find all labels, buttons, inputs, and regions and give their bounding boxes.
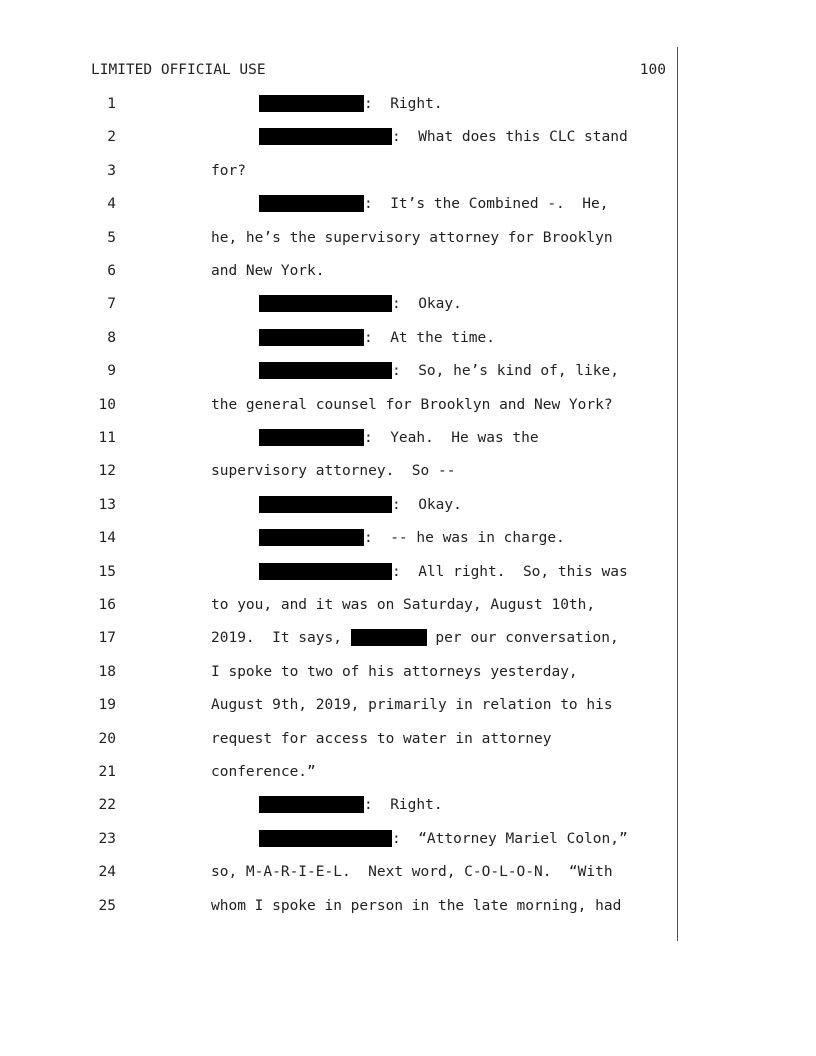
line-number: 1	[107, 96, 116, 112]
utterance-text: : What does this CLC stand	[392, 129, 628, 146]
line-text: he, he’s the supervisory attorney for Brooklyn	[211, 229, 613, 246]
transcript-line	[0, 161, 690, 181]
line-number: 15	[98, 563, 116, 580]
transcript-line	[0, 395, 690, 415]
utterance-text: : Yeah. He was the	[364, 430, 539, 446]
line-text	[259, 328, 495, 348]
speaker-redaction	[259, 362, 392, 379]
speaker-redaction	[259, 830, 392, 847]
line-number: 18	[98, 663, 116, 680]
line-text: request for access to water in attorney	[211, 730, 552, 747]
speaker-redaction	[259, 496, 392, 513]
transcript-line	[0, 94, 690, 114]
transcript-line	[0, 862, 690, 882]
transcript-line	[0, 896, 690, 916]
line-number: 12	[98, 463, 116, 480]
transcript-line	[0, 461, 690, 481]
line-number: 19	[98, 697, 116, 714]
line-text	[259, 428, 539, 448]
transcript-line	[0, 294, 690, 314]
transcript-line	[0, 662, 690, 682]
transcript-line	[0, 762, 690, 782]
line-number: 5	[107, 229, 116, 246]
utterance-text: : All right. So, this was	[392, 563, 628, 580]
line-text: and New York.	[211, 263, 325, 279]
speaker-redaction	[259, 796, 364, 813]
line-text	[259, 194, 608, 214]
line-number: 25	[98, 897, 116, 914]
line-number: 22	[98, 797, 116, 814]
classification-header: LIMITED OFFICIAL USE	[91, 62, 266, 78]
speaker-redaction	[259, 429, 364, 446]
page-number: 100	[639, 62, 666, 78]
line-text: I spoke to two of his attorneys yesterday,	[211, 663, 578, 680]
line-number: 23	[98, 830, 116, 847]
line-text: supervisory attorney. So --	[211, 463, 456, 480]
utterance-text: : Right.	[364, 797, 443, 814]
transcript-line	[0, 261, 690, 281]
line-text	[259, 829, 628, 849]
line-text: to you, and it was on Saturday, August 10th,	[211, 597, 596, 613]
line-text: whom I spoke in person in the late morning, had	[211, 897, 622, 914]
transcript-line	[0, 328, 690, 348]
line-text	[259, 361, 619, 381]
line-text: so, M-A-R-I-E-L. Next word, C-O-L-O-N. “With	[211, 864, 613, 881]
line-number: 16	[98, 597, 116, 613]
transcript-line	[0, 795, 690, 815]
utterance-text: : Okay.	[392, 296, 462, 313]
line-number: 2	[107, 129, 116, 146]
speaker-redaction	[259, 529, 364, 546]
line-number: 14	[98, 530, 116, 547]
utterance-text: : -- he was in charge.	[364, 530, 565, 547]
line-number: 7	[107, 296, 116, 313]
line-number: 21	[98, 764, 116, 780]
speaker-redaction	[259, 329, 364, 346]
transcript-line	[0, 528, 690, 548]
utterance-text: : At the time.	[364, 329, 495, 346]
utterance-text: 2019. It says,	[211, 630, 351, 647]
transcript-line	[0, 127, 690, 147]
speaker-redaction	[259, 95, 364, 112]
line-text	[211, 628, 619, 648]
transcript-line	[0, 228, 690, 248]
line-number: 8	[107, 329, 116, 346]
line-text	[259, 294, 462, 314]
utterance-text-continued: per our conversation,	[426, 630, 619, 647]
speaker-redaction	[259, 195, 364, 212]
transcript-line	[0, 595, 690, 615]
transcript-line	[0, 829, 690, 849]
transcript-line	[0, 495, 690, 515]
transcript-line	[0, 361, 690, 381]
line-number: 6	[107, 263, 116, 279]
utterance-text: : So, he’s kind of, like,	[392, 363, 619, 380]
line-text: conference.”	[211, 764, 316, 780]
line-text	[259, 795, 443, 815]
utterance-text: : It’s the Combined -. He,	[364, 196, 609, 213]
speaker-redaction	[259, 563, 392, 580]
line-number: 4	[107, 196, 116, 213]
line-text	[259, 94, 443, 114]
inline-redaction	[351, 629, 427, 646]
transcript-line	[0, 428, 690, 448]
line-number: 24	[98, 864, 116, 881]
line-text: for?	[211, 162, 246, 179]
utterance-text: : “Attorney Mariel Colon,”	[392, 830, 628, 847]
line-number: 10	[98, 396, 116, 413]
transcript-line	[0, 628, 690, 648]
line-number: 20	[98, 730, 116, 747]
speaker-redaction	[259, 295, 392, 312]
line-text: the general counsel for Brooklyn and New York?	[211, 396, 613, 413]
line-number: 3	[107, 162, 116, 179]
line-text: August 9th, 2019, primarily in relation to his	[211, 697, 613, 714]
speaker-redaction	[259, 128, 392, 145]
transcript-line	[0, 194, 690, 214]
line-text	[259, 562, 628, 582]
line-number: 13	[98, 496, 116, 513]
line-number: 11	[98, 430, 116, 446]
utterance-text: : Right.	[364, 96, 443, 112]
transcript-line	[0, 562, 690, 582]
transcript-line	[0, 729, 690, 749]
transcript-line	[0, 695, 690, 715]
line-number: 17	[98, 630, 116, 647]
line-text	[259, 495, 462, 515]
line-text	[259, 127, 628, 147]
line-number: 9	[107, 363, 116, 380]
line-text	[259, 528, 565, 548]
utterance-text: : Okay.	[392, 496, 462, 513]
